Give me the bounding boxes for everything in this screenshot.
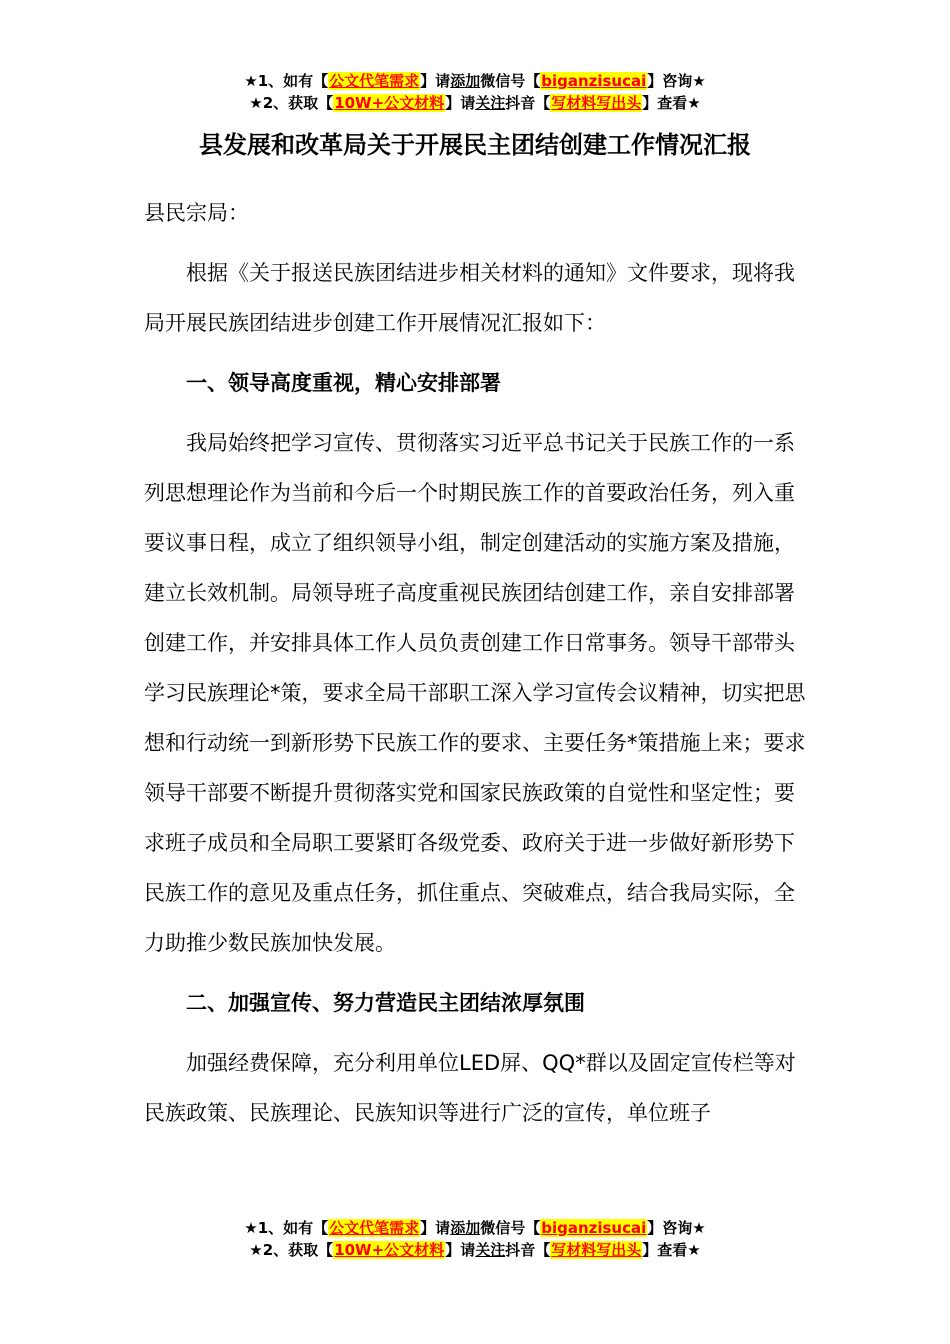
banner-line-1: ★1、如有【公文代笔需求】请添加微信号【biganzisucai】咨询★ (244, 1219, 706, 1237)
document-body (144, 188, 810, 1138)
footer-banner (0, 1217, 950, 1261)
highlight-materials: 10W+公文材料 (334, 1241, 445, 1259)
banner-line-2: ★2、获取【10W+公文材料】请关注抖音【写材料写出头】查看★ (249, 1241, 701, 1259)
document-title: 县发展和改革局关于开展民主团结创建工作情况汇报 (199, 131, 751, 159)
highlight-service: 公文代笔需求 (329, 72, 420, 90)
highlight-materials: 10W+公文材料 (334, 94, 445, 112)
highlight-service: 公文代笔需求 (329, 1219, 420, 1237)
star-icon: ★ (244, 1219, 258, 1237)
addressee: 县民宗局： (144, 201, 249, 225)
header-banner (0, 70, 950, 114)
banner-line-1: ★1、如有【公文代笔需求】请添加微信号【biganzisucai】咨询★ (244, 72, 706, 90)
section-heading-2: 二、加强宣传、努力营造民主团结浓厚氛围 (186, 991, 585, 1015)
intro-paragraph: 根据《关于报送民族团结进步相关材料的通知》文件要求，现将我局开展民族团结进步创建工作开展情况汇报如下： (144, 261, 795, 335)
highlight-wechat-id: biganzisucai (541, 72, 647, 90)
star-icon: ★ (244, 72, 258, 90)
section-body-2: 加强经费保障，充分利用单位LED屏、QQ*群以及固定宣传栏等对民族政策、民族理论、民族知识等进行广泛的宣传，单位班子 (144, 1051, 796, 1125)
banner-line-2: ★2、获取【10W+公文材料】请关注抖音【写材料写出头】查看★ (249, 94, 701, 112)
highlight-douyin: 写材料写出头 (551, 94, 642, 112)
highlight-douyin: 写材料写出头 (551, 1241, 642, 1259)
highlight-wechat-id: biganzisucai (541, 1219, 647, 1237)
section-heading-1: 一、领导高度重视，精心安排部署 (186, 371, 501, 395)
star-icon: ★ (249, 1241, 263, 1259)
star-icon: ★ (249, 94, 263, 112)
section-body-1: 我局始终把学习宣传、贯彻落实习近平总书记关于民族工作的一系列思想理论作为当前和今后一个时期民族工作的首要政治任务，列入重要议事日程，成立了组织领导小组，制定创建活动的实施方案及措施，建立长效机制。局领导班子高度重视民族团结创建工作，亲自安排部署创建工作，并安排具体工作人员负责创建工作日常事务。领导干部带头学习民族理论*策，要求全局干部职工深入学习宣传会议精神，切实把思想和行动统一到新形势下民族工作的要求、主要任务*策措施上来；要求领导干部要不断提升贯彻落实党和国家民族政策的自觉性和坚定性；要求班子成员和全局职工要紧盯各级党委、政府关于进一步做好新形势下民族工作的意见及重点任务，抓住重点、突破难点，结合我局实际，全力助推少数民族加快发展。 (144, 431, 806, 955)
